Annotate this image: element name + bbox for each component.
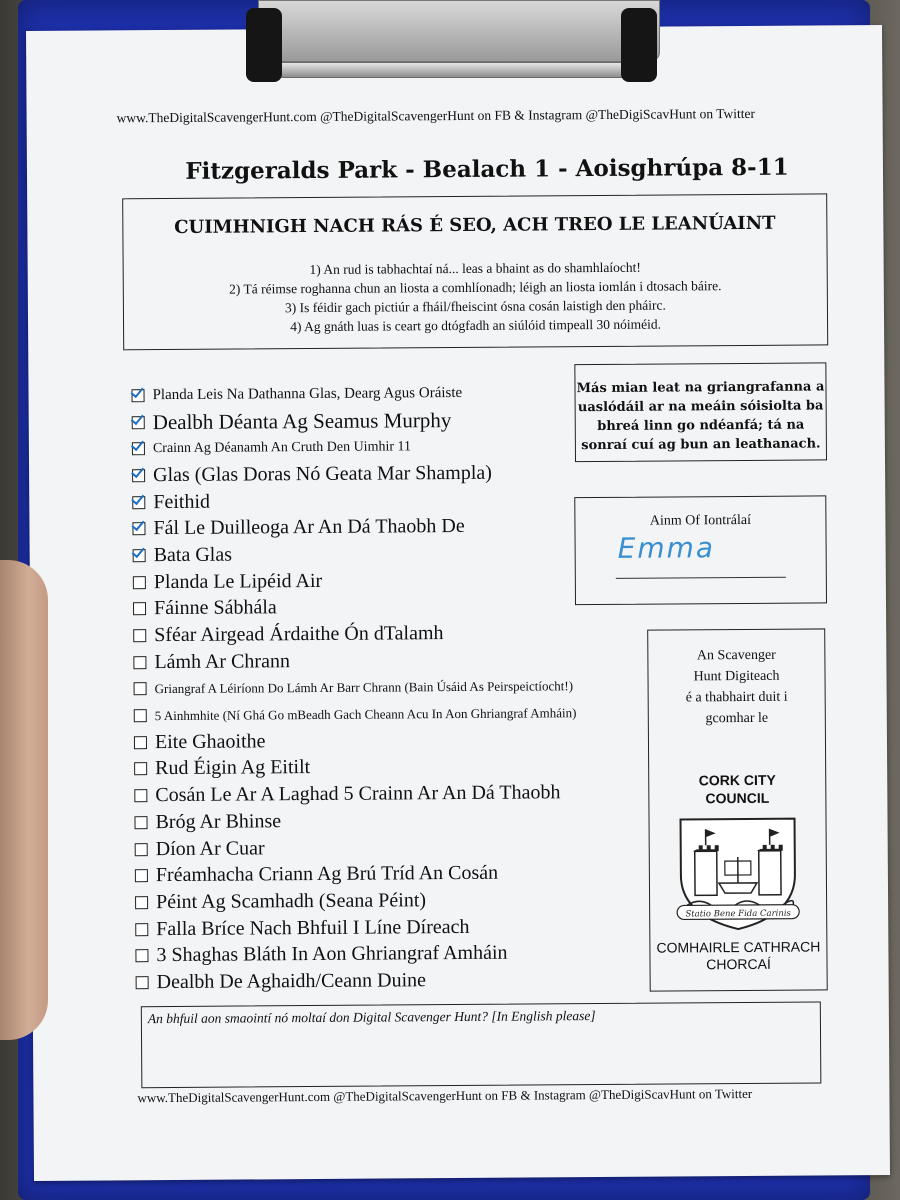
empty-checkbox-icon[interactable] [136,976,149,989]
council-name-line: COUNCIL [705,789,770,807]
checklist-item-label: Bróg Ar Bhinse [155,810,282,833]
empty-checkbox-icon[interactable] [133,603,146,616]
feedback-label: An bhfuil aon smaointí nó moltaí don Digital Scavenger Hunt? [In English please] [147,1008,596,1027]
checklist-item-label: Planda Leis Na Dathanna Glas, Dearg Agus Oráiste [152,384,463,403]
checklist-item-label: Díon Ar Cuar [155,836,265,860]
sponsor-line: gcomhar le [705,710,769,727]
empty-checkbox-icon[interactable] [135,923,148,936]
council-name-irish [650,938,826,973]
checklist-item-label: 3 Shaghas Bláth In Aon Ghriangraf Amháin [156,941,508,967]
checklist-item-label: Planda Le Lipéid Air [153,569,323,593]
empty-checkbox-icon[interactable] [133,576,146,589]
checklist-item-label: Péint Ag Scamhadh (Seana Péint) [156,889,427,914]
checklist-item-label: Fál Le Duilleoga Ar An Dá Thaobh De [153,515,465,540]
clipboard-clip [258,0,660,62]
checklist-item [134,752,654,782]
checked-box-icon[interactable] [132,522,145,535]
social-media-info-box [574,362,827,462]
entrant-name-box [574,495,827,605]
clipboard-clip-bar [276,62,646,78]
signature-line [616,577,786,579]
checklist-item [133,619,653,649]
checklist-item-label: Sféar Airgead Árdaithe Ón dTalamh [154,622,444,647]
checklist-item [135,832,655,862]
checklist-item [136,966,656,996]
checklist-item-label: Lámh Ar Chrann [154,649,291,673]
rules-list [124,256,828,337]
rule-item: 4) Ag gnáth luas is ceart go dtógfadh an siúlóid timpeall 30 nóiméid. [290,316,662,335]
clipboard [18,0,870,1200]
empty-checkbox-icon[interactable] [135,896,148,909]
checklist [131,379,655,996]
entrant-name-label: Ainm Of Iontrálaí [649,512,752,529]
checklist-item [135,939,655,969]
empty-checkbox-icon[interactable] [134,736,147,749]
empty-checkbox-icon[interactable] [133,656,146,669]
checklist-item [132,459,652,489]
empty-checkbox-icon[interactable] [134,789,147,802]
empty-checkbox-icon[interactable] [135,869,148,882]
sponsor-line: Hunt Digiteach [693,668,780,685]
council-name-line: CORK CITY [698,771,776,789]
checklist-item [134,726,654,756]
empty-checkbox-icon[interactable] [135,843,148,856]
council-name-english [649,770,825,807]
checked-box-icon[interactable] [131,389,144,402]
checklist-item-label: Dealbh Déanta Ag Seamus Murphy [152,407,452,434]
sponsor-line: An Scavenger [696,647,776,664]
checklist-item-label: Dealbh De Aghaidh/Ceann Duine [156,969,427,994]
council-name-line: CHORCAÍ [706,955,771,973]
thumb [0,560,48,1040]
entrant-signature: Emma [617,531,716,565]
feedback-box [141,1001,822,1088]
checklist-item-label: Griangraf A Léiríonn Do Lámh Ar Barr Chrann (Bain Úsáid As Peirspeictíocht!) [154,678,574,697]
rule-item: 1) An rud is tabhachtaí ná... leas a bhaint as do shamhlaíocht! [309,259,641,278]
page-title: Fitzgeralds Park - Bealach 1 - Aoisghrúpa 8-11 [185,153,789,185]
empty-checkbox-icon[interactable] [135,949,148,962]
council-name-line: COMHAIRLE CATHRACH [656,938,821,956]
checklist-item [134,779,654,809]
rules-heading: CUIMHNIGH NACH RÁS É SEO, ACH TREO LE LEANÚAINT [174,212,776,238]
checklist-item-label: Falla Bríce Nach Bhfuil I Líne Díreach [156,915,470,940]
header-web-line: www.TheDigitalScavengerHunt.com @TheDigitalScavengerHunt on FB & Instagram @TheDigiScavHunt on Twitter [116,105,756,126]
social-media-info-text: Más mian leat na griangrafanna a uaslódáil ar na meáin sóisiolta ba bhreá linn go ndéanfá; tá na sonraí cuí ag bun an leathanach. [576,379,825,454]
checklist-item [134,806,654,836]
empty-checkbox-icon[interactable] [134,709,147,722]
checklist-item-label: Crainn Ag Déanamh An Cruth Den Uimhir 11 [152,439,412,456]
sponsor-text [648,644,825,729]
checklist-item-label: 5 Ainhmhite (Ní Ghá Go mBeadh Gach Cheann Acu In Aon Ghriangraf Amháin) [154,704,577,723]
checked-box-icon[interactable] [132,469,145,482]
checklist-item-label: Fréamhacha Criann Ag Brú Tríd An Cosán [155,861,499,887]
checked-box-icon[interactable] [132,416,145,429]
empty-checkbox-icon[interactable] [134,683,147,696]
checklist-item-label: Glas (Glas Doras Nó Geata Mar Shampla) [153,461,492,487]
scavenger-hunt-sheet [26,25,890,1181]
empty-checkbox-icon[interactable] [134,816,147,829]
sponsor-line: é a thabhairt duit i [685,689,788,706]
rule-item: 3) Is féidir gach pictiúr a fháil/fheiscint ósna cosán laistigh den pháirc. [284,297,666,316]
rule-item: 2) Tá réimse roghanna chun an liosta a comhlíonadh; léigh an liosta iomlán i dtosach báire. [229,278,722,297]
checklist-item [133,646,653,676]
clip-handle-left [246,8,282,82]
checklist-item-label: Eite Ghaoithe [154,730,266,753]
rules-box [122,193,828,350]
footer-web-line: www.TheDigitalScavengerHunt.com @TheDigitalScavengerHunt on FB & Instagram @TheDigiScavHunt on Twitter [137,1085,753,1106]
checklist-item [134,672,654,702]
checklist-item [134,699,654,729]
checklist-item [135,886,655,916]
clip-handle-right [621,8,657,82]
checklist-item-label: Feithid [153,490,211,513]
crest-motto: Statio Bene Fida Carinis [685,908,791,920]
checked-box-icon[interactable] [132,496,145,509]
checklist-item-label: Bata Glas [153,543,233,567]
checklist-item [135,912,655,942]
checklist-item-label: Fáinne Sábhála [153,596,277,620]
empty-checkbox-icon[interactable] [133,629,146,642]
empty-checkbox-icon[interactable] [134,763,147,776]
checked-box-icon[interactable] [132,442,145,455]
checklist-item [135,859,655,889]
sponsor-box [647,628,828,991]
checklist-item-label: Rud Éigin Ag Eitilt [155,756,311,780]
cork-coat-of-arms-icon [672,813,803,934]
checked-box-icon[interactable] [133,549,146,562]
checklist-item-label: Cosán Le Ar A Laghad 5 Crainn Ar An Dá Thaobh [155,781,561,807]
